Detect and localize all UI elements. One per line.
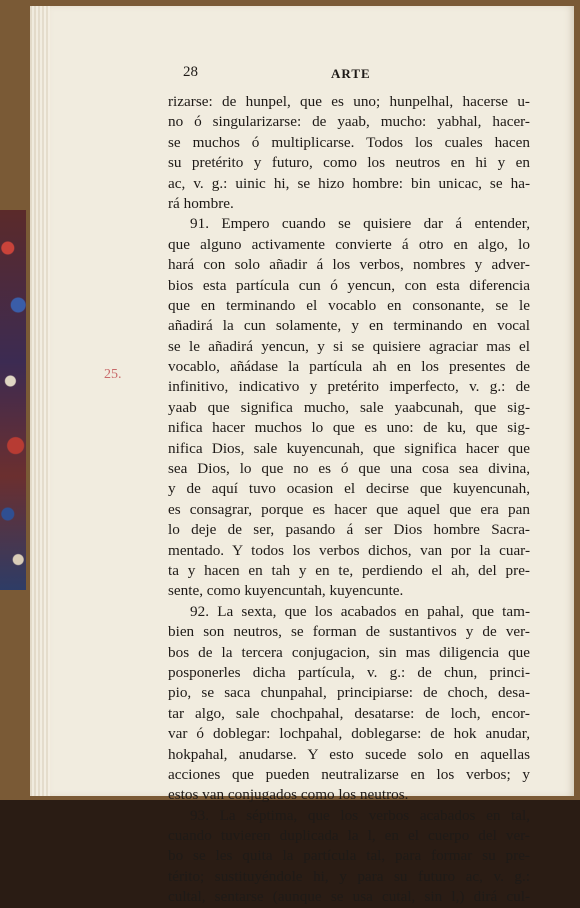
text-line: bien son neutros, se forman de sustantivos y de ver- bbox=[168, 623, 530, 641]
text-line: posponerles dicha partícula, v. g.: de chun, princi- bbox=[168, 663, 530, 681]
text-line: sea Dios, lo que no es ó que una cosa sea divina, bbox=[168, 460, 530, 478]
text-line: rá hombre. bbox=[168, 194, 234, 212]
text-line: tar algo, sale chochpahal, desatarse: de loch, encor- bbox=[168, 704, 530, 722]
text-line: no ó singularizarse: de yaab, mucho: yabhal, hacer- bbox=[168, 113, 530, 131]
text-line: ac, v. g.: uinic hi, se hizo hombre: bin unicac, se ha- bbox=[168, 174, 530, 192]
text-line: nifica hacer muchos lo que es uno: de ku, que sig- bbox=[168, 419, 530, 437]
text-line: acciones que pueden neutralizarse en los verbos; y bbox=[168, 765, 530, 783]
text-line: y de aquí tuvo ocasion el decirse que kuyencunah, bbox=[168, 480, 530, 498]
body-text bbox=[168, 92, 530, 908]
text-line: 91. Empero cuando se quisiere dar á entender, bbox=[190, 215, 530, 233]
text-line: ta y hacen en tah y en te, perdiendo el ah, del pre- bbox=[168, 561, 530, 579]
text-line: añadirá la cun solamente, y en terminando en vocal bbox=[168, 317, 530, 335]
text-line: bos de la tercera conjugacion, sin mas diligencia que bbox=[168, 643, 530, 661]
marbled-endpaper bbox=[0, 210, 26, 590]
text-line: vocablo, añádase la partícula ah en los presentes de bbox=[168, 358, 530, 376]
text-line: térito; sustituyéndole hi, y para su futuro ac, v. g.: bbox=[168, 867, 530, 885]
text-line: hará con solo añadir á los verbos, nombres y adver- bbox=[168, 256, 530, 274]
text-line: su pretérito y futuro, como los neutros en hi y en bbox=[168, 154, 530, 172]
text-line: bo se les quita la partícula tal, para formar su pre- bbox=[168, 847, 530, 865]
running-head: ARTE bbox=[331, 66, 371, 81]
text-line: var ó doblegar: lochpahal, doblegarse: de hok anudar, bbox=[168, 725, 530, 743]
text-line: lo deje de ser, pasando á ser Dios hombre Sacra- bbox=[168, 521, 530, 539]
text-line: cultal, sentarse (aunque se usa cutal, sin l,) dirá cul- bbox=[168, 888, 530, 906]
text-line: que alguno activamente convierte á otro en algo, lo bbox=[168, 235, 530, 253]
text-line: estos van conjugados como los neutros. bbox=[168, 786, 409, 804]
text-line: es consagrar, porque es hacer que aquel que era pan bbox=[168, 500, 530, 518]
page-gutter bbox=[30, 6, 50, 796]
text-line: mentado. Y todos los verbos dichos, van por la cuar- bbox=[168, 541, 530, 559]
text-line: que en terminando el vocablo en consonante, se le bbox=[168, 296, 530, 314]
page-number: 28 bbox=[183, 64, 198, 80]
text-line: 92. La sexta, que los acabados en pahal, que tam- bbox=[190, 602, 530, 620]
text-line: 93. La séptima, que los verbos acabados en tal, bbox=[190, 806, 530, 824]
text-line: pio, se saca chunpahal, principiarse: de choch, desa- bbox=[168, 684, 530, 702]
text-line: cuando tuvieren duplicada la l, en el cuerpo del ver- bbox=[168, 827, 530, 845]
text-line: se le añadirá yencun, y si se quisiere agraciar mas el bbox=[168, 337, 530, 355]
text-line: se muchos ó multiplicarse. Todos los cuales hacen bbox=[168, 133, 530, 151]
text-line: infinitivo, indicativo y pretérito imperfecto, v. g.: de bbox=[168, 378, 530, 396]
text-line: yaab que significa mucho, sale yaabcunah, que sig- bbox=[168, 398, 530, 416]
text-line: bios esta partícula cun ó yencun, con esta diferencia bbox=[168, 276, 530, 294]
text-line: rizarse: de hunpel, que es uno; hunpelhal, hacerse u- bbox=[168, 93, 530, 110]
text-line: sente, como kuyencuntah, kuyencunte. bbox=[168, 582, 404, 600]
text-line: nifica Dios, sale kuyencunah, que significa hacer que bbox=[168, 439, 530, 457]
text-line: hokpahal, anudarse. Y esto sucede solo en aquellas bbox=[168, 745, 530, 763]
margin-annotation: 25. bbox=[104, 367, 122, 382]
